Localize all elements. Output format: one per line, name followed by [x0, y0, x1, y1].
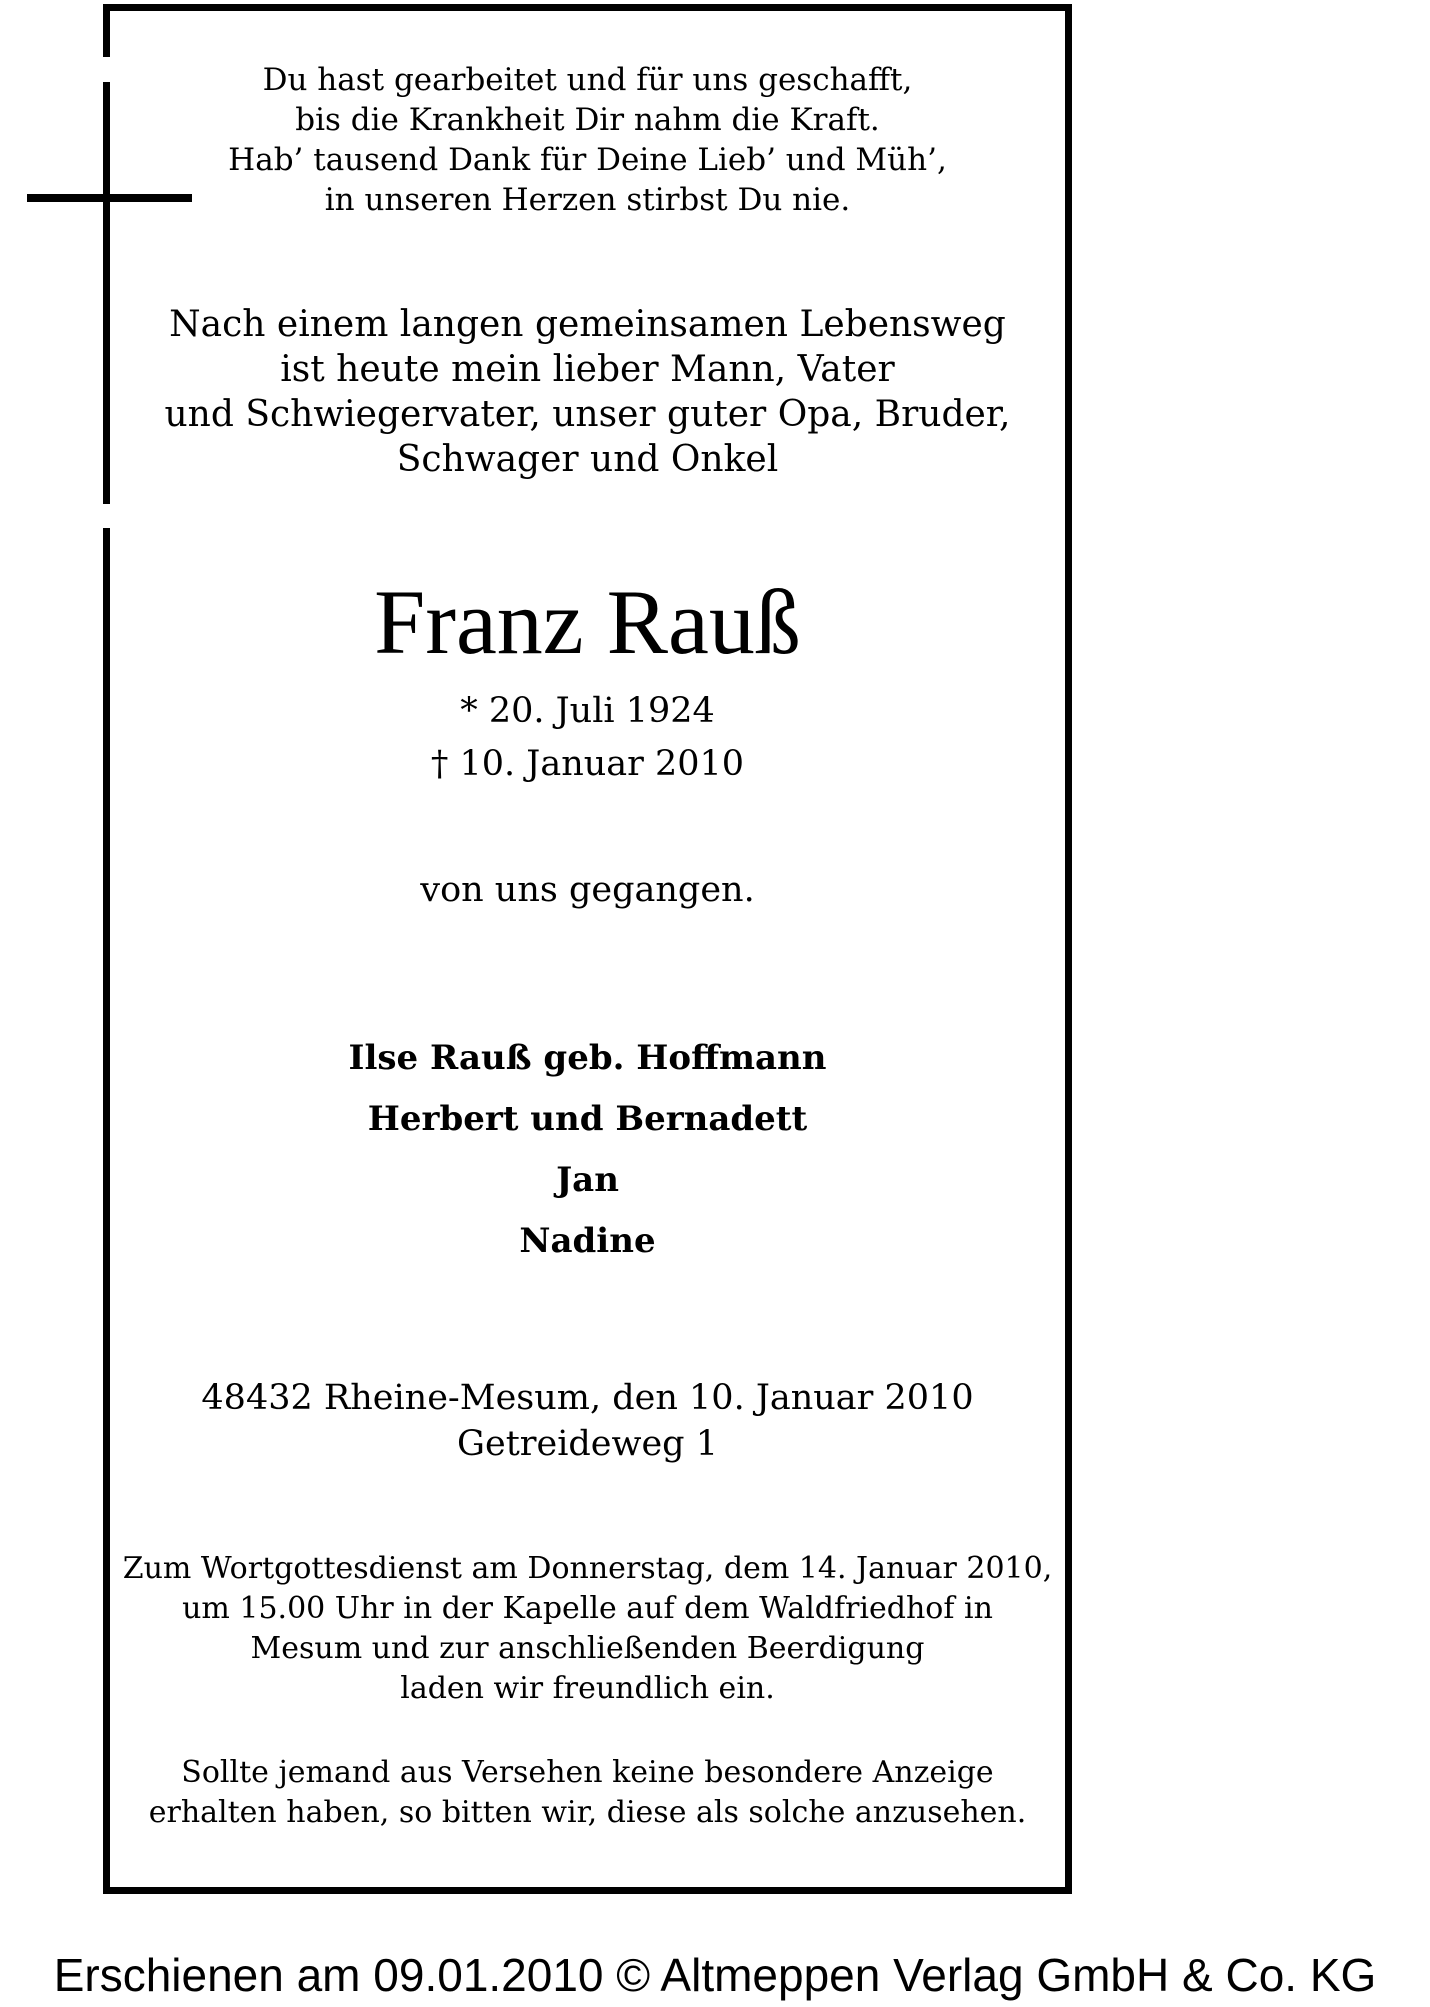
notice-line: erhalten haben, so bitten wir, diese als solche anzusehen. [148, 1795, 1027, 1830]
intro-line: Nach einem langen gemeinsamen Lebensweg [169, 304, 1006, 345]
intro-line: und Schwiegervater, unser guter Opa, Bruder, [164, 394, 1011, 435]
frame-bottom-border [103, 1887, 1072, 1894]
poem [110, 60, 1065, 220]
poem-line: bis die Krankheit Dir nahm die Kraft. [295, 102, 880, 138]
mourner-name: Jan [556, 1160, 619, 1200]
poem-line: in unseren Herzen stirbst Du nie. [324, 182, 851, 218]
publication-footer: Erschienen am 09.01.2010 © Altmeppen Verlag GmbH & Co. KG [53, 1949, 1377, 2001]
poem-line: Du hast gearbeitet und für uns geschafft, [262, 62, 913, 98]
notice [110, 1753, 1065, 1833]
cross-vertical-top [103, 4, 110, 57]
mourner-name: Nadine [519, 1221, 656, 1261]
deceased-name: Franz Rauß [374, 571, 801, 673]
funeral-info [110, 1549, 1065, 1709]
life-dates [110, 685, 1065, 791]
place-and-date [110, 1375, 1065, 1467]
birth-date: * 20. Juli 1924 [460, 691, 715, 731]
mourner-name: Herbert und Bernadett [367, 1099, 808, 1139]
funeral-line: laden wir freundlich ein. [400, 1671, 775, 1706]
frame-top-border [103, 4, 1072, 11]
funeral-line: Zum Wortgottesdienst am Donnerstag, dem 14. Januar 2010, [122, 1551, 1053, 1586]
notice-line: Sollte jemand aus Versehen keine besondere Anzeige [181, 1755, 994, 1790]
mourners-list [110, 1028, 1065, 1272]
funeral-line: Mesum und zur anschließenden Beerdigung [250, 1631, 925, 1666]
address-line: Getreideweg 1 [457, 1424, 718, 1464]
frame-right-border [1065, 4, 1072, 1894]
announcement-intro [110, 302, 1065, 482]
poem-line: Hab’ tausend Dank für Deine Lieb’ und Müh’, [228, 142, 947, 178]
intro-line: ist heute mein lieber Mann, Vater [280, 349, 895, 390]
passed-text: von uns gegangen. [420, 870, 755, 910]
place-line: 48432 Rheine-Mesum, den 10. Januar 2010 [201, 1378, 974, 1418]
cross-vertical-bottom [103, 528, 110, 1894]
cross-vertical-middle [103, 82, 110, 504]
death-date: † 10. Januar 2010 [430, 744, 745, 784]
mourner-name: Ilse Rauß geb. Hoffmann [348, 1038, 827, 1078]
funeral-line: um 15.00 Uhr in der Kapelle auf dem Waldfriedhof in [182, 1591, 993, 1626]
intro-line: Schwager und Onkel [396, 439, 779, 480]
